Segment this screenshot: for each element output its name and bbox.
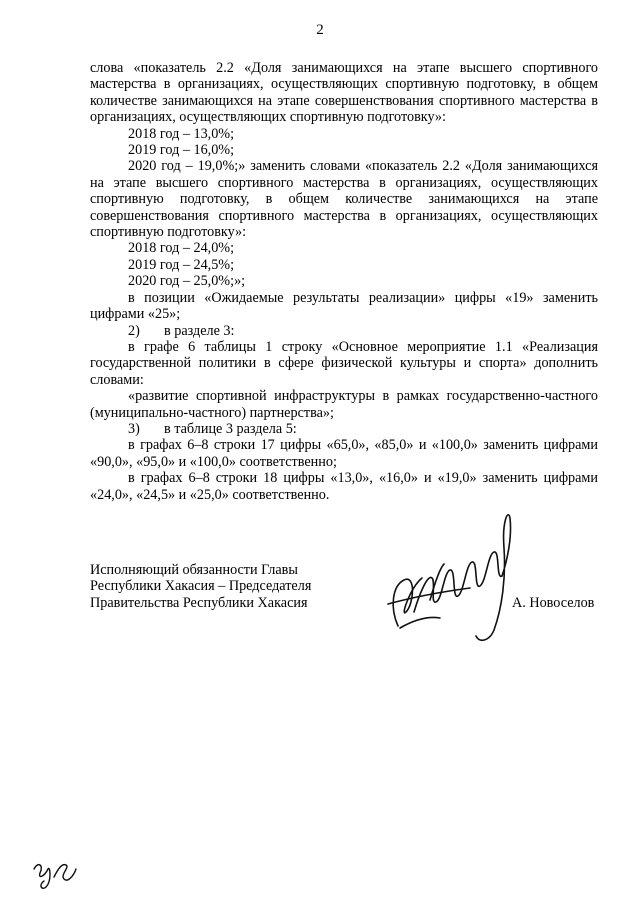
initials-icon xyxy=(30,855,80,891)
item-number: 3) xyxy=(128,420,140,437)
item-text: в таблице 3 раздела 5: xyxy=(164,420,297,437)
paragraph: «развитие спортивной инфраструктуры в рамках государственно-частного (муниципально-частного) партнерства»; xyxy=(90,388,598,421)
paragraph: 2020 год – 25,0%;»; xyxy=(128,273,246,290)
paragraph: в графе 6 таблицы 1 строку «Основное мероприятие 1.1 «Реализация государственной политики в сфере физической культуры и спорта» дополнить словами: xyxy=(90,338,598,388)
document-body xyxy=(90,60,598,503)
paragraph: слова «показатель 2.2 «Доля занимающихся на этапе высшего спортивного мастерства в организациях, осуществляющих спортивную подготовку, в общем количестве занимающихся на этапе совершенствования спортивного мастерства в организациях, осуществляющих спортивную подготовку»: xyxy=(90,60,598,126)
paragraph: 2020 год – 19,0%;» заменить словами «показатель 2.2 «Доля занимающихся на этапе высшего спортивного мастерства в организациях, осуществляющих спортивную подготовку, в общем количестве занимающихся на этапе совершенствования спортивного мастерства в организациях, осуществляющих спортивную подготовку»: xyxy=(90,158,598,241)
signatory-title xyxy=(90,562,311,611)
paragraph: 2019 год – 16,0%; xyxy=(128,142,235,159)
enumerated-item xyxy=(90,323,598,339)
paragraph: в графах 6–8 строки 17 цифры «65,0», «85,0» и «100,0» заменить цифрами «90,0», «95,0» и «100,0» соответственно; xyxy=(90,437,598,470)
item-text: в разделе 3: xyxy=(164,322,235,339)
signature-icon xyxy=(370,508,530,648)
enumerated-item xyxy=(90,421,598,437)
paragraph: в позиции «Ожидаемые результаты реализации» цифры «19» заменить цифрами «25»; xyxy=(90,289,598,323)
signatory-title-line: Исполняющий обязанности Главы xyxy=(90,562,298,578)
paragraph: 2019 год – 24,5%; xyxy=(128,256,235,273)
paragraph: 2018 год – 24,0%; xyxy=(128,240,235,257)
signatory-name: А. Новоселов xyxy=(512,595,595,611)
page-number: 2 xyxy=(316,22,324,38)
signatory-title-line: Республики Хакасия – Председателя xyxy=(90,578,312,595)
paragraph: 2018 год – 13,0%; xyxy=(128,125,235,142)
signatory-title-line: Правительства Республики Хакасия xyxy=(90,594,308,611)
item-number: 2) xyxy=(128,322,140,339)
paragraph: в графах 6–8 строки 18 цифры «13,0», «16,0» и «19,0» заменить цифрами «24,0», «24,5» и «25,0» соответственно. xyxy=(90,470,598,503)
